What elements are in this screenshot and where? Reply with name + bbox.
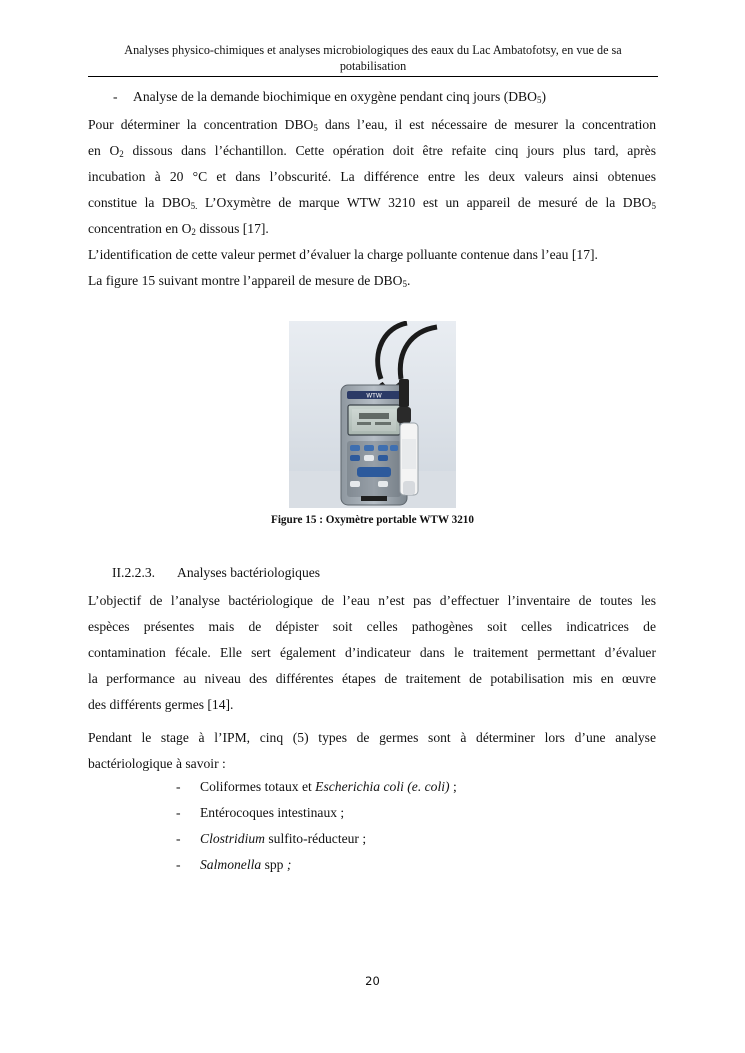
- text-line: bactériologique à savoir :: [88, 756, 226, 771]
- text-line: la performance au niveau des différentes étapes de traitement de potabilisation mis en œuvre: [88, 671, 656, 686]
- dbo-paragraph: [88, 112, 656, 294]
- section-heading: [112, 565, 320, 581]
- header-line-1: Analyses physico-chimiques et analyses microbiologiques des eaux du Lac Ambatofotsy, en vue de sa: [124, 43, 622, 57]
- oxymeter-illustration: [289, 321, 456, 508]
- text-line: des différents germes [14].: [88, 697, 234, 712]
- section-number: II.2.2.3.: [112, 565, 156, 580]
- text-line: L’identification de cette valeur permet d’évaluer la charge polluante contenue dans l’eau [17].: [88, 247, 598, 262]
- header-line-2: potabilisation: [339, 59, 407, 73]
- figure-caption: Figure 15 : Oxymètre portable WTW 3210: [270, 514, 474, 526]
- text-line: La figure 15 suivant montre l’appareil de mesure de $DBO_5$.: [88, 273, 411, 289]
- dbo-bullet: - Analyse de la demande biochimique en oxygène pendant cinq jours $(DBO_5)$: [113, 89, 546, 105]
- text-line: L’objectif de l’analyse bactériologique de l’eau n’est pas d’effectuer l’inventaire de toutes les: [88, 593, 656, 608]
- list-item: - Coliformes totaux et Escherichia coli (e. coli) ;: [176, 779, 457, 794]
- device-brand-label: WTW: [366, 392, 382, 400]
- page-number: 20: [365, 974, 380, 988]
- text-line: incubation à 20 °C et dans l’obscurité. La différence entre les deux valeurs ainsi obtenues: [88, 169, 656, 184]
- text-line: Pendant le stage à l’IPM, cinq (5) types de germes sont à déterminer lors d’une analyse: [88, 730, 656, 745]
- bacterio-paragraph-2: [88, 725, 656, 777]
- list-item: - Clostridium sulfito-réducteur ;: [176, 831, 367, 846]
- oxymeter-photo: [289, 321, 456, 508]
- text-line: constitue la $DBO_{5.}$ L’Oxymètre de marque WTW 3210 est un appareil de mesuré de la $DBO_5$: [88, 195, 657, 211]
- text-line: en $O_2$ dissous dans l’échantillon. Cette opération doit être refaite cinq jours plus tard, après: [88, 143, 656, 159]
- bullet-dash: -: [113, 89, 118, 104]
- list-item: - Salmonella spp ;: [176, 857, 292, 872]
- list-item: - Entérocoques intestinaux ;: [176, 805, 345, 820]
- text-line: Pour déterminer la concentration $DBO_5$ dans l’eau, il est nécessaire de mesurer la concentration: [88, 117, 656, 133]
- running-header: [88, 42, 658, 77]
- section-title: Analyses bactériologiques: [177, 565, 321, 580]
- text-line: espèces présentes mais de dépister soit celles pathogènes soit celles indicatrices de: [88, 619, 656, 634]
- text-line: concentration en $O_2$ dissous [17].: [88, 221, 269, 237]
- text-line: contamination fécale. Elle sert également d’indicateur dans le traitement permettant d’évaluer: [88, 645, 656, 660]
- bacterio-paragraph-1: [88, 588, 656, 718]
